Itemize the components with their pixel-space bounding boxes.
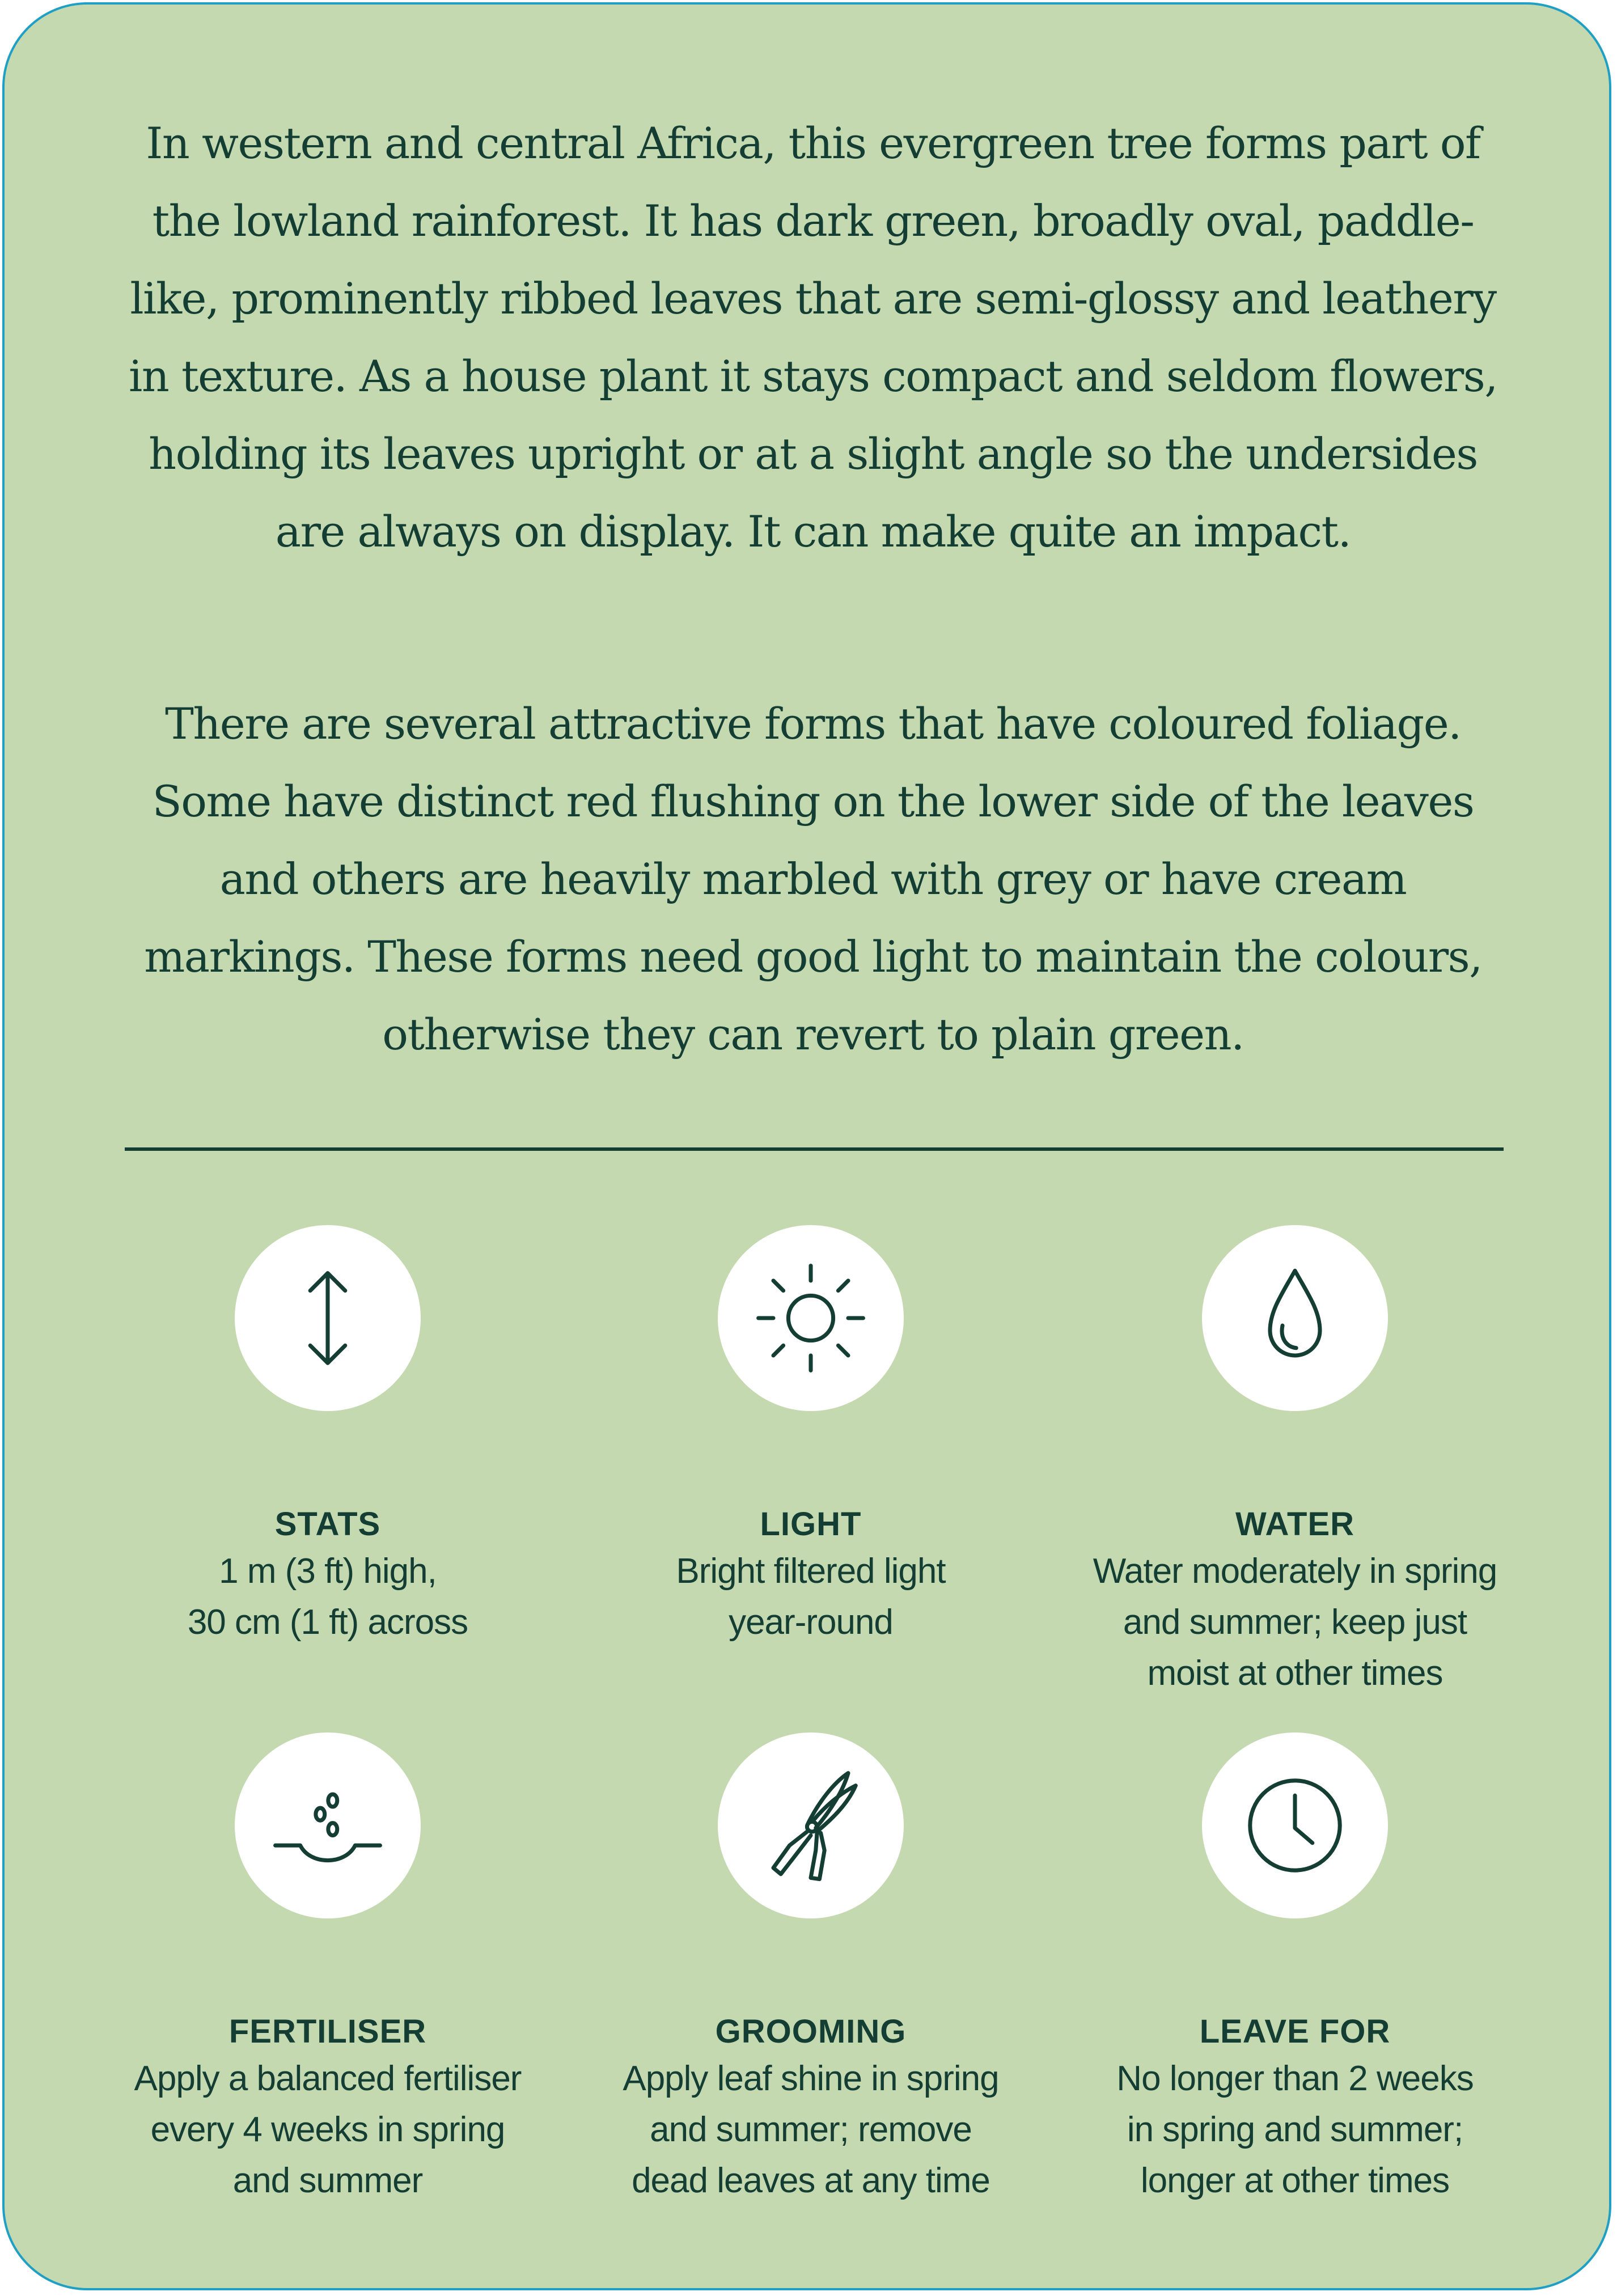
fertiliser-line: Apply a balanced fertiliser — [134, 2059, 522, 2098]
stats-line: 30 cm (1 ft) across — [187, 1603, 468, 1642]
grooming-line: dead leaves at any time — [632, 2161, 990, 2200]
grooming-icon-circle — [718, 1732, 904, 1918]
water-title: WATER — [1235, 1506, 1355, 1543]
fertiliser-pellets-icon — [265, 1763, 390, 1888]
up-down-arrow-icon — [265, 1256, 390, 1380]
care-item-fertiliser — [101, 1732, 554, 2206]
plant-info-card — [2, 2, 1611, 2290]
grooming-title: GROOMING — [715, 2013, 907, 2050]
pruning-shears-icon — [748, 1763, 873, 1888]
light-line: year-round — [729, 1603, 893, 1642]
stats-title: STATS — [274, 1506, 381, 1543]
stats-icon-circle — [235, 1225, 421, 1411]
grooming-line: and summer; remove — [650, 2110, 972, 2149]
section-divider — [125, 1147, 1504, 1151]
fertiliser-icon-circle — [235, 1732, 421, 1918]
grooming-line: Apply leaf shine in spring — [623, 2059, 999, 2098]
water-icon-circle — [1202, 1225, 1388, 1411]
light-icon-circle — [718, 1225, 904, 1411]
leave-for-line: longer at other times — [1140, 2161, 1450, 2200]
light-text — [584, 1546, 1038, 1648]
sun-icon — [748, 1256, 873, 1380]
leave-for-title: LEAVE FOR — [1199, 2013, 1391, 2050]
stats-line: 1 m (3 ft) high, — [219, 1552, 437, 1591]
water-line: Water moderately in spring — [1093, 1552, 1497, 1591]
care-item-leave-for — [1068, 1732, 1522, 2206]
description-paragraph-2: There are several attractive forms that have coloured foliage. Some have distinct red flushing on the lower side of the leaves and others are heavily marbled with grey or have cream markings. These forms need good light to maintain the colours, otherwise they can revert to plain green. — [144, 698, 1482, 1060]
description-paragraph-1: In western and central Africa, this evergreen tree forms part of the lowland rainforest. It has dark green, broadly oval, paddle-like, prominently ribbed leaves that are semi-glossy and leathery in texture. As a house plant it stays compact and seldom flowers, holding its leaves upright or at a slight angle so the undersides are always on display. It can make quite an impact. — [129, 118, 1497, 557]
leave-for-text — [1068, 2053, 1522, 2206]
leave-for-icon-circle — [1202, 1732, 1388, 1918]
care-item-light — [584, 1225, 1038, 1648]
clock-icon — [1233, 1763, 1357, 1888]
care-item-water — [1068, 1225, 1522, 1699]
stats-text — [101, 1546, 554, 1648]
leave-for-line: in spring and summer; — [1127, 2110, 1463, 2149]
fertiliser-text — [101, 2053, 554, 2206]
leave-for-line: No longer than 2 weeks — [1116, 2059, 1474, 2098]
light-line: Bright filtered light — [676, 1552, 946, 1591]
water-text — [1068, 1546, 1522, 1699]
water-drop-icon — [1233, 1256, 1357, 1380]
grooming-text — [584, 2053, 1038, 2206]
light-title: LIGHT — [760, 1506, 862, 1543]
care-item-grooming — [584, 1732, 1038, 2206]
water-line: moist at other times — [1147, 1654, 1443, 1693]
care-item-stats — [101, 1225, 554, 1648]
fertiliser-title: FERTILISER — [228, 2013, 427, 2050]
fertiliser-line: every 4 weeks in spring — [150, 2110, 505, 2149]
fertiliser-line: and summer — [232, 2161, 423, 2200]
water-line: and summer; keep just — [1123, 1603, 1467, 1642]
